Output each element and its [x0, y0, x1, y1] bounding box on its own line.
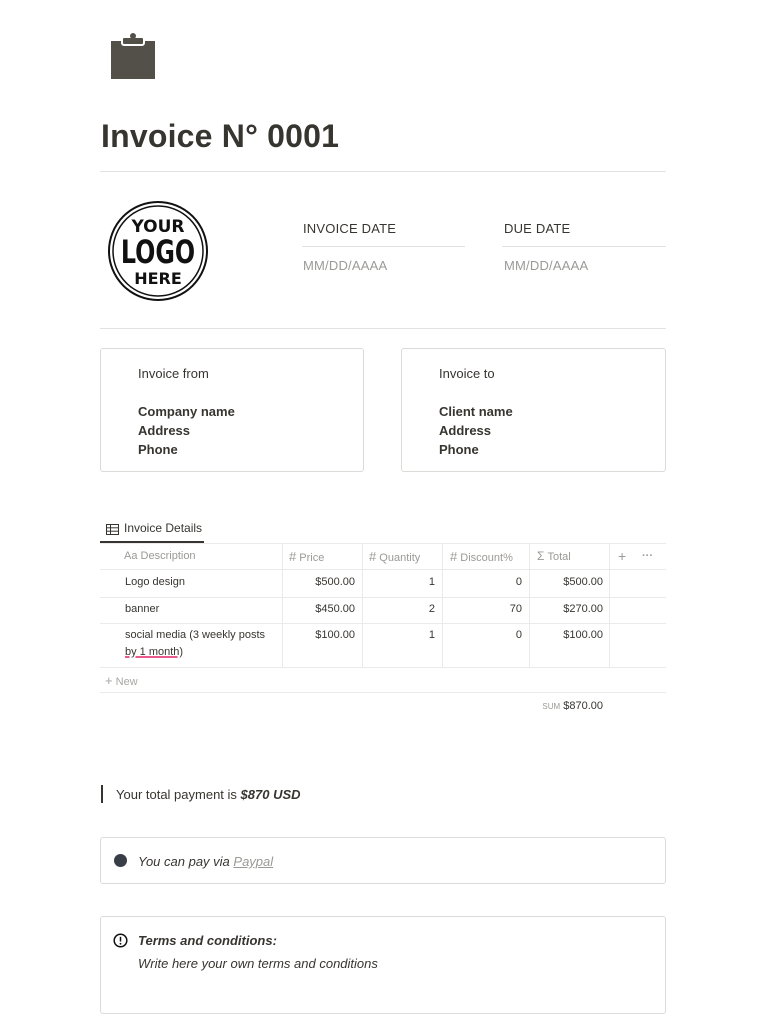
- invoice-to-details: [439, 402, 513, 459]
- dark-circle-icon: [114, 854, 127, 867]
- sum-value: $870.00: [563, 700, 603, 712]
- column-header-quantity[interactable]: # Quantity: [369, 549, 421, 564]
- row-1-border: [100, 597, 666, 598]
- invoice-from-card[interactable]: [100, 348, 364, 472]
- due-date-rule: [502, 246, 666, 247]
- col-divider-5: [609, 543, 610, 667]
- more-options-icon[interactable]: ···: [642, 550, 653, 562]
- terms-body: Write here your own terms and conditions: [138, 956, 378, 971]
- row-3-total: $100.00: [563, 629, 603, 641]
- row-2-discount[interactable]: 70: [509, 603, 522, 615]
- company-phone: Phone: [138, 442, 178, 457]
- number-property-icon: #: [450, 549, 458, 564]
- company-name: Company name: [138, 404, 235, 419]
- pay-callout[interactable]: [100, 837, 666, 884]
- sum-label: SUM: [542, 702, 561, 711]
- quote-bar: [101, 785, 103, 803]
- page-title[interactable]: Invoice N° 0001: [101, 118, 340, 154]
- logo-line-2: LOGO: [120, 233, 196, 272]
- invoice-to-title: Invoice to: [439, 366, 495, 381]
- column-header-discount[interactable]: # Discount%: [450, 549, 513, 564]
- invoice-date-label: INVOICE DATE: [303, 221, 397, 236]
- header-divider: [100, 328, 666, 329]
- column-header-price[interactable]: # Price: [289, 549, 325, 564]
- invoice-date-value[interactable]: MM/DD/AAAA: [303, 258, 388, 273]
- invoice-from-details: [138, 402, 235, 459]
- total-payment-amount: $870 USD: [240, 787, 301, 802]
- row-3-discount[interactable]: 0: [515, 629, 522, 641]
- row-3-border: [100, 667, 666, 668]
- tab-label: Invoice Details: [124, 521, 203, 535]
- total-sum[interactable]: [529, 700, 603, 712]
- tab-invoice-details[interactable]: [100, 517, 204, 543]
- plus-icon: +: [105, 673, 113, 688]
- invoice-date-rule: [302, 246, 465, 247]
- column-header-description[interactable]: Aa Description: [124, 550, 196, 562]
- row-2-description[interactable]: banner: [125, 603, 160, 615]
- row-2-border: [100, 623, 666, 624]
- logo-line-1: YOUR: [131, 217, 185, 237]
- row-1-quantity[interactable]: 1: [428, 576, 435, 588]
- table-icon: [106, 522, 119, 540]
- client-phone: Phone: [439, 442, 479, 457]
- due-date-label: DUE DATE: [504, 221, 571, 236]
- invoice-from-title: Invoice from: [138, 366, 209, 381]
- paypal-link[interactable]: Paypal: [233, 854, 274, 869]
- invoice-to-card[interactable]: [401, 348, 666, 472]
- invoice-details-table: [100, 543, 666, 715]
- row-3-description-wrap[interactable]: by 1 month): [125, 646, 184, 658]
- terms-callout[interactable]: [100, 916, 666, 1014]
- client-address: Address: [439, 423, 492, 438]
- company-address: Address: [138, 423, 191, 438]
- pay-callout-text: You can pay via Paypal: [138, 854, 274, 869]
- row-2-total: $270.00: [563, 603, 603, 615]
- new-row-button[interactable]: + New: [105, 673, 138, 688]
- row-2-price[interactable]: $450.00: [315, 603, 355, 615]
- client-name: Client name: [439, 404, 513, 419]
- new-row-border: [100, 692, 666, 693]
- text-property-icon: Aa: [124, 550, 138, 562]
- formula-property-icon: Σ: [537, 549, 545, 563]
- row-1-total: $500.00: [563, 576, 603, 588]
- due-date-value[interactable]: MM/DD/AAAA: [504, 258, 589, 273]
- column-header-total[interactable]: Σ Total: [537, 549, 571, 563]
- add-column-icon[interactable]: +: [618, 548, 627, 564]
- row-3-description[interactable]: social media (3 weekly posts: [125, 629, 266, 641]
- logo-line-3: HERE: [134, 269, 182, 288]
- row-2-quantity[interactable]: 2: [428, 603, 435, 615]
- exclamation-circle-icon: [113, 933, 128, 953]
- row-1-price[interactable]: $500.00: [315, 576, 355, 588]
- row-3-quantity[interactable]: 1: [428, 629, 435, 641]
- row-3-price[interactable]: $100.00: [315, 629, 355, 641]
- clipboard-icon[interactable]: [108, 32, 156, 80]
- number-property-icon: #: [369, 549, 377, 564]
- company-logo: [107, 200, 209, 302]
- total-payment-quote[interactable]: Your total payment is $870 USD: [116, 787, 301, 802]
- row-1-description[interactable]: Logo design: [125, 576, 185, 588]
- title-divider: [100, 171, 666, 172]
- row-1-discount[interactable]: 0: [515, 576, 522, 588]
- number-property-icon: #: [289, 549, 297, 564]
- terms-title: Terms and conditions:: [138, 933, 277, 948]
